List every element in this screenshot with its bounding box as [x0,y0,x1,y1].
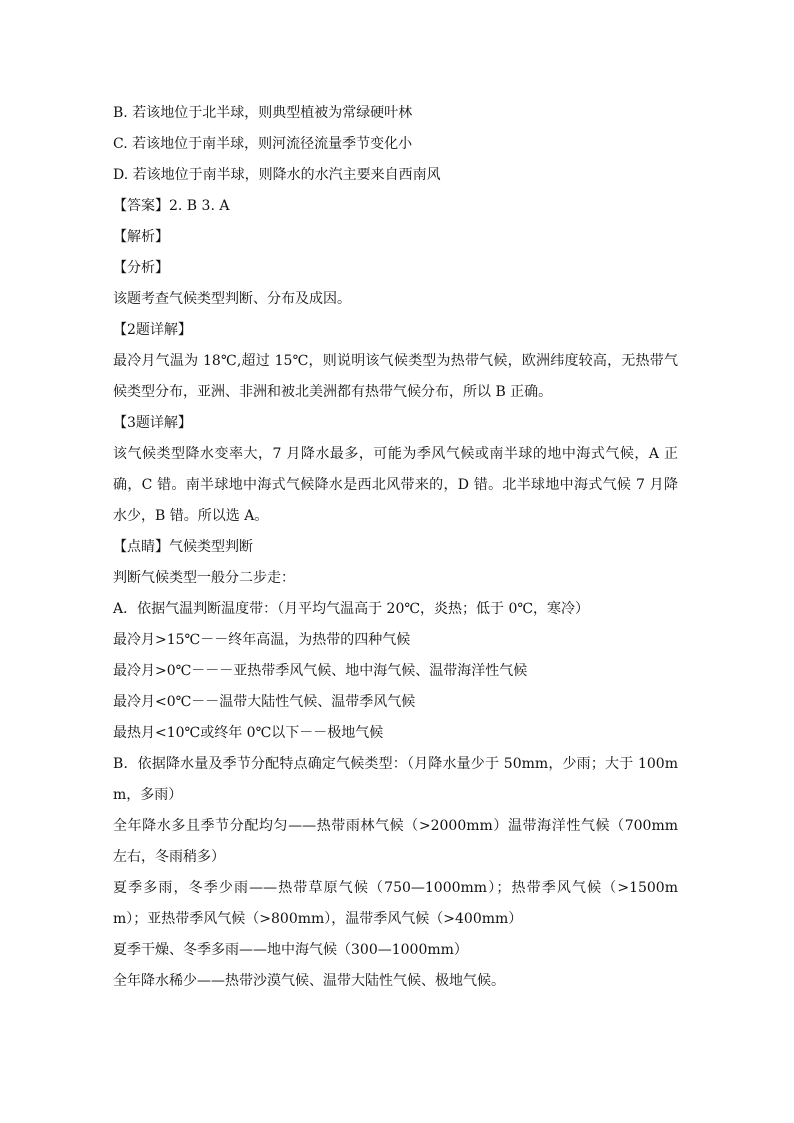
option-c: C. 若该地位于南半球，则河流径流量季节变化小 [113,136,413,152]
document-page [113,98,683,997]
precip-rule-1: 全年降水多且季节分配均匀——热带雨林气候（>2000mm）温带海洋性气候（700mm 左右，冬雨稍多） [113,818,678,865]
q2-heading: 【2题详解】 [113,322,192,338]
precip-rule-4: 全年降水稀少——热带沙漠气候、温带大陆性气候、极地气候。 [113,973,505,989]
analysis-heading: 【解析】 [113,229,169,245]
topic-summary: 该题考查气候类型判断、分布及成因。 [113,291,351,307]
analysis-subheading: 【分析】 [113,260,169,276]
q2-explanation: 最冷月气温为 18℃,超过 15℃，则说明该气候类型为热带气候，欧洲纬度较高，无热带气候类型分布，亚洲、非洲和被北美洲都有热带气候分布，所以 B 正确。 [113,353,678,400]
precipitation-step: B．依据降水量及季节分配特点确定气候类型：（月降水量少于 50mm，少雨；大于 100mm，多雨） [113,756,678,803]
q3-heading: 【3题详解】 [113,415,192,431]
temp-rule-1: 最冷月>15℃－－终年高温，为热带的四种气候 [113,632,411,648]
temp-rule-4: 最热月<10℃或终年 0℃以下－－极地气候 [113,725,384,741]
temperature-step: A．依据气温判断温度带：（月平均气温高于 20℃，炎热；低于 0℃，寒冷） [113,601,590,617]
temp-rule-3: 最冷月<0℃－－温带大陆性气候、温带季风气候 [113,694,416,710]
precip-rule-3: 夏季干燥、冬季多雨——地中海气候（300—1000mm） [113,942,468,958]
precip-rule-2: 夏季多雨，冬季少雨——热带草原气候（750—1000mm）；热带季风气候（>1500mm）；亚热带季风气候（>800mm），温带季风气候（>400mm） [113,880,678,927]
answer-line: 【答案】2. B 3. A [113,198,230,214]
option-b: B. 若该地位于北半球，则典型植被为常绿硬叶林 [113,105,413,121]
option-d: D. 若该地位于南半球，则降水的水汽主要来自西南风 [113,167,441,183]
q3-explanation: 该气候类型降水变率大，7 月降水最多，可能为季风气候或南半球的地中海式气候，A 正确，C 错。南半球地中海式气候降水是西北风带来的，D 错。北半球地中海式气候 7 月降水少，B 错。所以选 A。 [113,446,678,524]
tips-intro: 判断气候类型一般分二步走： [113,570,295,586]
temp-rule-2: 最冷月>0℃－－－亚热带季风气候、地中海气候、温带海洋性气候 [113,663,528,679]
tips-heading: 【点睛】气候类型判断 [113,539,253,555]
